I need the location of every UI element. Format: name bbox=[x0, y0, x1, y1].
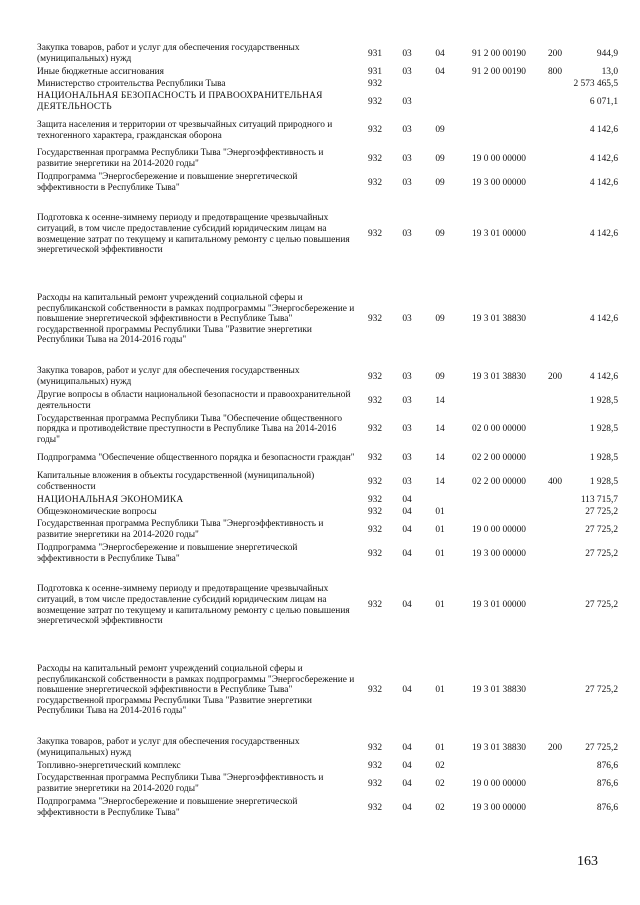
row-section: 03 bbox=[402, 395, 412, 406]
row-expense-type bbox=[541, 518, 569, 542]
row-name: Защита населения и территории от чрезвычайных ситуаций природного и техногенного характера, гражданская оборона bbox=[37, 119, 333, 141]
row-subsection: 01 bbox=[435, 742, 445, 753]
row-grbs: 932 bbox=[367, 600, 383, 611]
row-expense-type bbox=[541, 274, 569, 365]
row-name: Закупка товаров, работ и услуг для обеспечения государственных (муниципальных) нужд bbox=[37, 366, 300, 387]
table-row bbox=[37, 171, 618, 195]
row-section: 04 bbox=[402, 685, 412, 696]
row-target-article bbox=[457, 494, 541, 506]
row-subsection: 09 bbox=[435, 314, 445, 325]
row-grbs: 932 bbox=[367, 494, 383, 505]
row-grbs: 931 bbox=[367, 48, 383, 59]
row-amount: 876,6 bbox=[596, 778, 618, 789]
row-target-article: 19 3 01 38830 bbox=[472, 314, 526, 325]
row-section: 04 bbox=[402, 506, 412, 517]
row-target-article: 19 3 00 00000 bbox=[472, 802, 526, 813]
row-expense-type bbox=[541, 506, 569, 518]
row-name: Иные бюджетные ассигнования bbox=[37, 66, 164, 77]
row-grbs: 932 bbox=[367, 778, 383, 789]
row-name: Закупка товаров, работ и услуг для обеспечения государственных (муниципальных) нужд bbox=[37, 737, 300, 758]
page-number: 163 bbox=[577, 854, 598, 869]
row-section: 03 bbox=[402, 96, 412, 107]
row-subsection: 14 bbox=[435, 395, 445, 406]
row-amount: 6 071,1 bbox=[589, 96, 618, 107]
table-row bbox=[37, 760, 618, 772]
row-section: 03 bbox=[402, 424, 412, 435]
row-grbs: 932 bbox=[367, 548, 383, 559]
row-subsection: 14 bbox=[435, 452, 445, 463]
row-expense-type bbox=[541, 147, 569, 171]
row-target-article bbox=[457, 389, 541, 413]
row-section: 03 bbox=[402, 48, 412, 59]
table-row bbox=[37, 772, 618, 796]
row-expense-type bbox=[541, 413, 569, 446]
row-grbs: 932 bbox=[367, 742, 383, 753]
row-section: 03 bbox=[402, 476, 412, 487]
row-name: Подпрограмма "Обеспечение общественного порядка и безопасности граждан" bbox=[37, 452, 355, 463]
row-name: Государственная программа Республики Тыва "Энергоэффективность и развитие энергетики на 2014-2020 годы" bbox=[37, 519, 324, 540]
row-expense-type bbox=[541, 90, 569, 114]
row-target-article bbox=[457, 114, 541, 147]
table-row bbox=[37, 518, 618, 542]
row-target-article: 02 2 00 00000 bbox=[472, 452, 526, 463]
row-amount: 876,6 bbox=[596, 802, 618, 813]
table-row bbox=[37, 645, 618, 736]
row-amount: 4 142,6 bbox=[589, 125, 618, 136]
row-subsection: 14 bbox=[435, 424, 445, 435]
row-section: 04 bbox=[402, 802, 412, 813]
row-target-article: 02 2 00 00000 bbox=[472, 476, 526, 487]
row-subsection: 01 bbox=[435, 548, 445, 559]
row-expense-type bbox=[541, 114, 569, 147]
row-target-article: 19 3 00 00000 bbox=[472, 548, 526, 559]
row-subsection: 02 bbox=[435, 802, 445, 813]
row-subsection: 09 bbox=[435, 371, 445, 382]
row-subsection: 09 bbox=[435, 125, 445, 136]
row-grbs: 932 bbox=[367, 506, 383, 517]
row-name: Подпрограмма "Энергосбережение и повышение энергетической эффективности в Республике Тыва" bbox=[37, 172, 298, 193]
row-target-article: 19 3 01 38830 bbox=[472, 742, 526, 753]
table-row bbox=[37, 796, 618, 820]
row-expense-type: 400 bbox=[547, 476, 563, 487]
row-expense-type bbox=[541, 195, 569, 274]
row-target-article: 02 0 00 00000 bbox=[472, 424, 526, 435]
row-target-article: 19 3 01 38830 bbox=[472, 371, 526, 382]
row-expense-type bbox=[541, 796, 569, 820]
row-name: Другие вопросы в области национальной безопасности и правоохранительной деятельности bbox=[37, 390, 351, 411]
row-grbs: 932 bbox=[367, 229, 383, 240]
table-row bbox=[37, 446, 618, 470]
row-target-article: 19 0 00 00000 bbox=[472, 524, 526, 535]
table-row bbox=[37, 542, 618, 566]
row-name: Капитальные вложения в объекты государственной (муниципальной) собственности bbox=[37, 471, 315, 492]
row-section: 04 bbox=[402, 494, 412, 505]
row-section: 04 bbox=[402, 778, 412, 789]
row-grbs: 932 bbox=[367, 760, 383, 771]
table-row bbox=[37, 389, 618, 413]
row-grbs: 932 bbox=[367, 96, 383, 107]
row-expense-type bbox=[541, 494, 569, 506]
row-amount: 27 725,2 bbox=[585, 742, 618, 753]
row-subsection: 14 bbox=[435, 476, 445, 487]
row-grbs: 932 bbox=[367, 802, 383, 813]
row-section: 03 bbox=[402, 452, 412, 463]
row-name: Подготовка к осенне-зимнему периоду и предотвращение чрезвычайных ситуаций, в том числе предоставление субсидий юридическим лицам на возмещение затрат по текущему и капитальному ремонту с целью повышения энергетической эффективности bbox=[37, 213, 350, 256]
row-target-article bbox=[457, 760, 541, 772]
row-name: НАЦИОНАЛЬНАЯ ЭКОНОМИКА bbox=[37, 494, 184, 505]
table-row bbox=[37, 114, 618, 147]
row-subsection: 02 bbox=[435, 778, 445, 789]
table-row bbox=[37, 566, 618, 645]
row-expense-type bbox=[541, 78, 569, 90]
row-section: 03 bbox=[402, 177, 412, 188]
row-grbs: 932 bbox=[367, 685, 383, 696]
row-subsection: 04 bbox=[435, 48, 445, 59]
row-target-article: 19 3 01 00000 bbox=[472, 600, 526, 611]
table-row bbox=[37, 506, 618, 518]
row-name: Топливно-энергетический комплекс bbox=[37, 760, 181, 771]
table-row bbox=[37, 66, 618, 78]
table-row bbox=[37, 413, 618, 446]
row-amount: 4 142,6 bbox=[589, 153, 618, 164]
table-row bbox=[37, 147, 618, 171]
row-amount: 876,6 bbox=[596, 760, 618, 771]
row-target-article: 19 3 01 38830 bbox=[472, 685, 526, 696]
row-grbs: 932 bbox=[367, 424, 383, 435]
row-section: 04 bbox=[402, 742, 412, 753]
row-subsection: 01 bbox=[435, 600, 445, 611]
table-row bbox=[37, 365, 618, 389]
row-amount: 1 928,5 bbox=[589, 476, 618, 487]
row-section: 04 bbox=[402, 524, 412, 535]
row-section: 04 bbox=[402, 760, 412, 771]
row-expense-type: 200 bbox=[547, 48, 563, 59]
row-expense-type bbox=[541, 171, 569, 195]
row-expense-type: 200 bbox=[547, 742, 563, 753]
row-section: 03 bbox=[402, 314, 412, 325]
row-section: 03 bbox=[402, 125, 412, 136]
row-amount: 1 928,5 bbox=[589, 424, 618, 435]
row-grbs: 932 bbox=[367, 177, 383, 188]
row-name: Подготовка к осенне-зимнему периоду и предотвращение чрезвычайных ситуаций, в том числе предоставление субсидий юридическим лицам на возмещение затрат по текущему и капитальному ремонту с целью повышения энергетической эффективности bbox=[37, 584, 350, 627]
table-row bbox=[37, 90, 618, 114]
row-section: 03 bbox=[402, 371, 412, 382]
row-section: 04 bbox=[402, 600, 412, 611]
row-grbs: 932 bbox=[367, 524, 383, 535]
row-name: Расходы на капитальный ремонт учреждений социальной сферы и республиканской собственности в рамках подпрограммы "Энергосбережение и повышение энергетической эффективности в Республике Тыва" государственной программы Республики Тыва "Развитие энергетики Республики Тыва на 2014-2016 годы" bbox=[37, 293, 355, 346]
row-amount: 13,0 bbox=[601, 66, 618, 77]
row-expense-type bbox=[541, 760, 569, 772]
row-grbs: 931 bbox=[367, 66, 383, 77]
row-grbs: 932 bbox=[367, 371, 383, 382]
row-amount: 1 928,5 bbox=[589, 395, 618, 406]
row-amount: 4 142,6 bbox=[589, 314, 618, 325]
row-subsection: 04 bbox=[435, 66, 445, 77]
row-subsection bbox=[423, 90, 457, 114]
row-expense-type bbox=[541, 446, 569, 470]
row-name: Общеэкономические вопросы bbox=[37, 506, 157, 517]
row-amount: 27 725,2 bbox=[585, 548, 618, 559]
row-target-article: 19 3 01 00000 bbox=[472, 229, 526, 240]
row-subsection: 01 bbox=[435, 685, 445, 696]
table-row bbox=[37, 274, 618, 365]
row-amount: 27 725,2 bbox=[585, 685, 618, 696]
row-grbs: 932 bbox=[367, 395, 383, 406]
row-amount: 27 725,2 bbox=[585, 524, 618, 535]
row-section: 03 bbox=[402, 153, 412, 164]
row-name: Государственная программа Республики Тыва "Энергоэффективность и развитие энергетики на 2014-2020 годы" bbox=[37, 148, 324, 169]
row-name: НАЦИОНАЛЬНАЯ БЕЗОПАСНОСТЬ И ПРАВООХРАНИТЕЛЬНАЯ ДЕЯТЕЛЬНОСТЬ bbox=[37, 91, 323, 112]
row-expense-type bbox=[541, 389, 569, 413]
row-target-article bbox=[457, 78, 541, 90]
row-expense-type bbox=[541, 645, 569, 736]
row-grbs: 932 bbox=[367, 153, 383, 164]
row-subsection: 09 bbox=[435, 153, 445, 164]
row-amount: 1 928,5 bbox=[589, 452, 618, 463]
row-section: 03 bbox=[402, 229, 412, 240]
budget-table-body bbox=[37, 42, 618, 820]
row-subsection: 01 bbox=[435, 524, 445, 535]
table-row bbox=[37, 736, 618, 760]
row-grbs: 932 bbox=[367, 314, 383, 325]
row-subsection bbox=[423, 494, 457, 506]
row-grbs: 932 bbox=[367, 78, 383, 89]
row-subsection: 09 bbox=[435, 229, 445, 240]
row-expense-type bbox=[541, 772, 569, 796]
row-expense-type bbox=[541, 542, 569, 566]
table-row bbox=[37, 42, 618, 66]
row-name: Министерство строительства Республики Тыва bbox=[37, 78, 226, 89]
budget-table bbox=[37, 42, 618, 820]
row-target-article bbox=[457, 90, 541, 114]
row-expense-type bbox=[541, 566, 569, 645]
row-name: Расходы на капитальный ремонт учреждений социальной сферы и республиканской собственности в рамках подпрограммы "Энергосбережение и повышение энергетической эффективности в Республике Тыва" государственной программы Республики Тыва "Развитие энергетики Республики Тыва на 2014-2016 годы" bbox=[37, 664, 355, 717]
row-amount: 944,9 bbox=[596, 48, 618, 59]
row-amount: 27 725,2 bbox=[585, 600, 618, 611]
row-target-article: 91 2 00 00190 bbox=[472, 66, 526, 77]
row-target-article: 19 3 00 00000 bbox=[472, 177, 526, 188]
row-amount: 4 142,6 bbox=[589, 177, 618, 188]
row-grbs: 932 bbox=[367, 452, 383, 463]
row-amount: 113 715,7 bbox=[580, 494, 618, 505]
row-amount: 4 142,6 bbox=[589, 371, 618, 382]
row-name: Подпрограмма "Энергосбережение и повышение энергетической эффективности в Республике Тыва" bbox=[37, 797, 298, 818]
row-target-article: 91 2 00 00190 bbox=[472, 48, 526, 59]
row-subsection: 02 bbox=[435, 760, 445, 771]
row-amount: 4 142,6 bbox=[589, 229, 618, 240]
table-row bbox=[37, 470, 618, 494]
row-section: 03 bbox=[402, 66, 412, 77]
table-row bbox=[37, 195, 618, 274]
row-subsection bbox=[423, 78, 457, 90]
row-grbs: 932 bbox=[367, 476, 383, 487]
row-amount: 2 573 465,5 bbox=[573, 78, 618, 89]
row-expense-type: 800 bbox=[547, 66, 563, 77]
table-row bbox=[37, 78, 618, 90]
row-amount: 27 725,2 bbox=[585, 506, 618, 517]
row-name: Подпрограмма "Энергосбережение и повышение энергетической эффективности в Республике Тыва" bbox=[37, 543, 298, 564]
row-section bbox=[391, 78, 423, 90]
row-subsection: 09 bbox=[435, 177, 445, 188]
row-name: Государственная программа Республики Тыва "Энергоэффективность и развитие энергетики на 2014-2020 годы" bbox=[37, 773, 324, 794]
row-subsection: 01 bbox=[435, 506, 445, 517]
row-name: Государственная программа Республики Тыва "Обеспечение общественного порядка и противодействие преступности в Республике Тыва на 2014-2016 годы" bbox=[37, 413, 343, 445]
row-target-article: 19 0 00 00000 bbox=[472, 153, 526, 164]
row-target-article: 19 0 00 00000 bbox=[472, 778, 526, 789]
table-row bbox=[37, 494, 618, 506]
row-section: 04 bbox=[402, 548, 412, 559]
row-target-article bbox=[457, 506, 541, 518]
row-grbs: 932 bbox=[367, 125, 383, 136]
row-expense-type: 200 bbox=[547, 371, 563, 382]
row-name: Закупка товаров, работ и услуг для обеспечения государственных (муниципальных) нужд bbox=[37, 43, 300, 64]
